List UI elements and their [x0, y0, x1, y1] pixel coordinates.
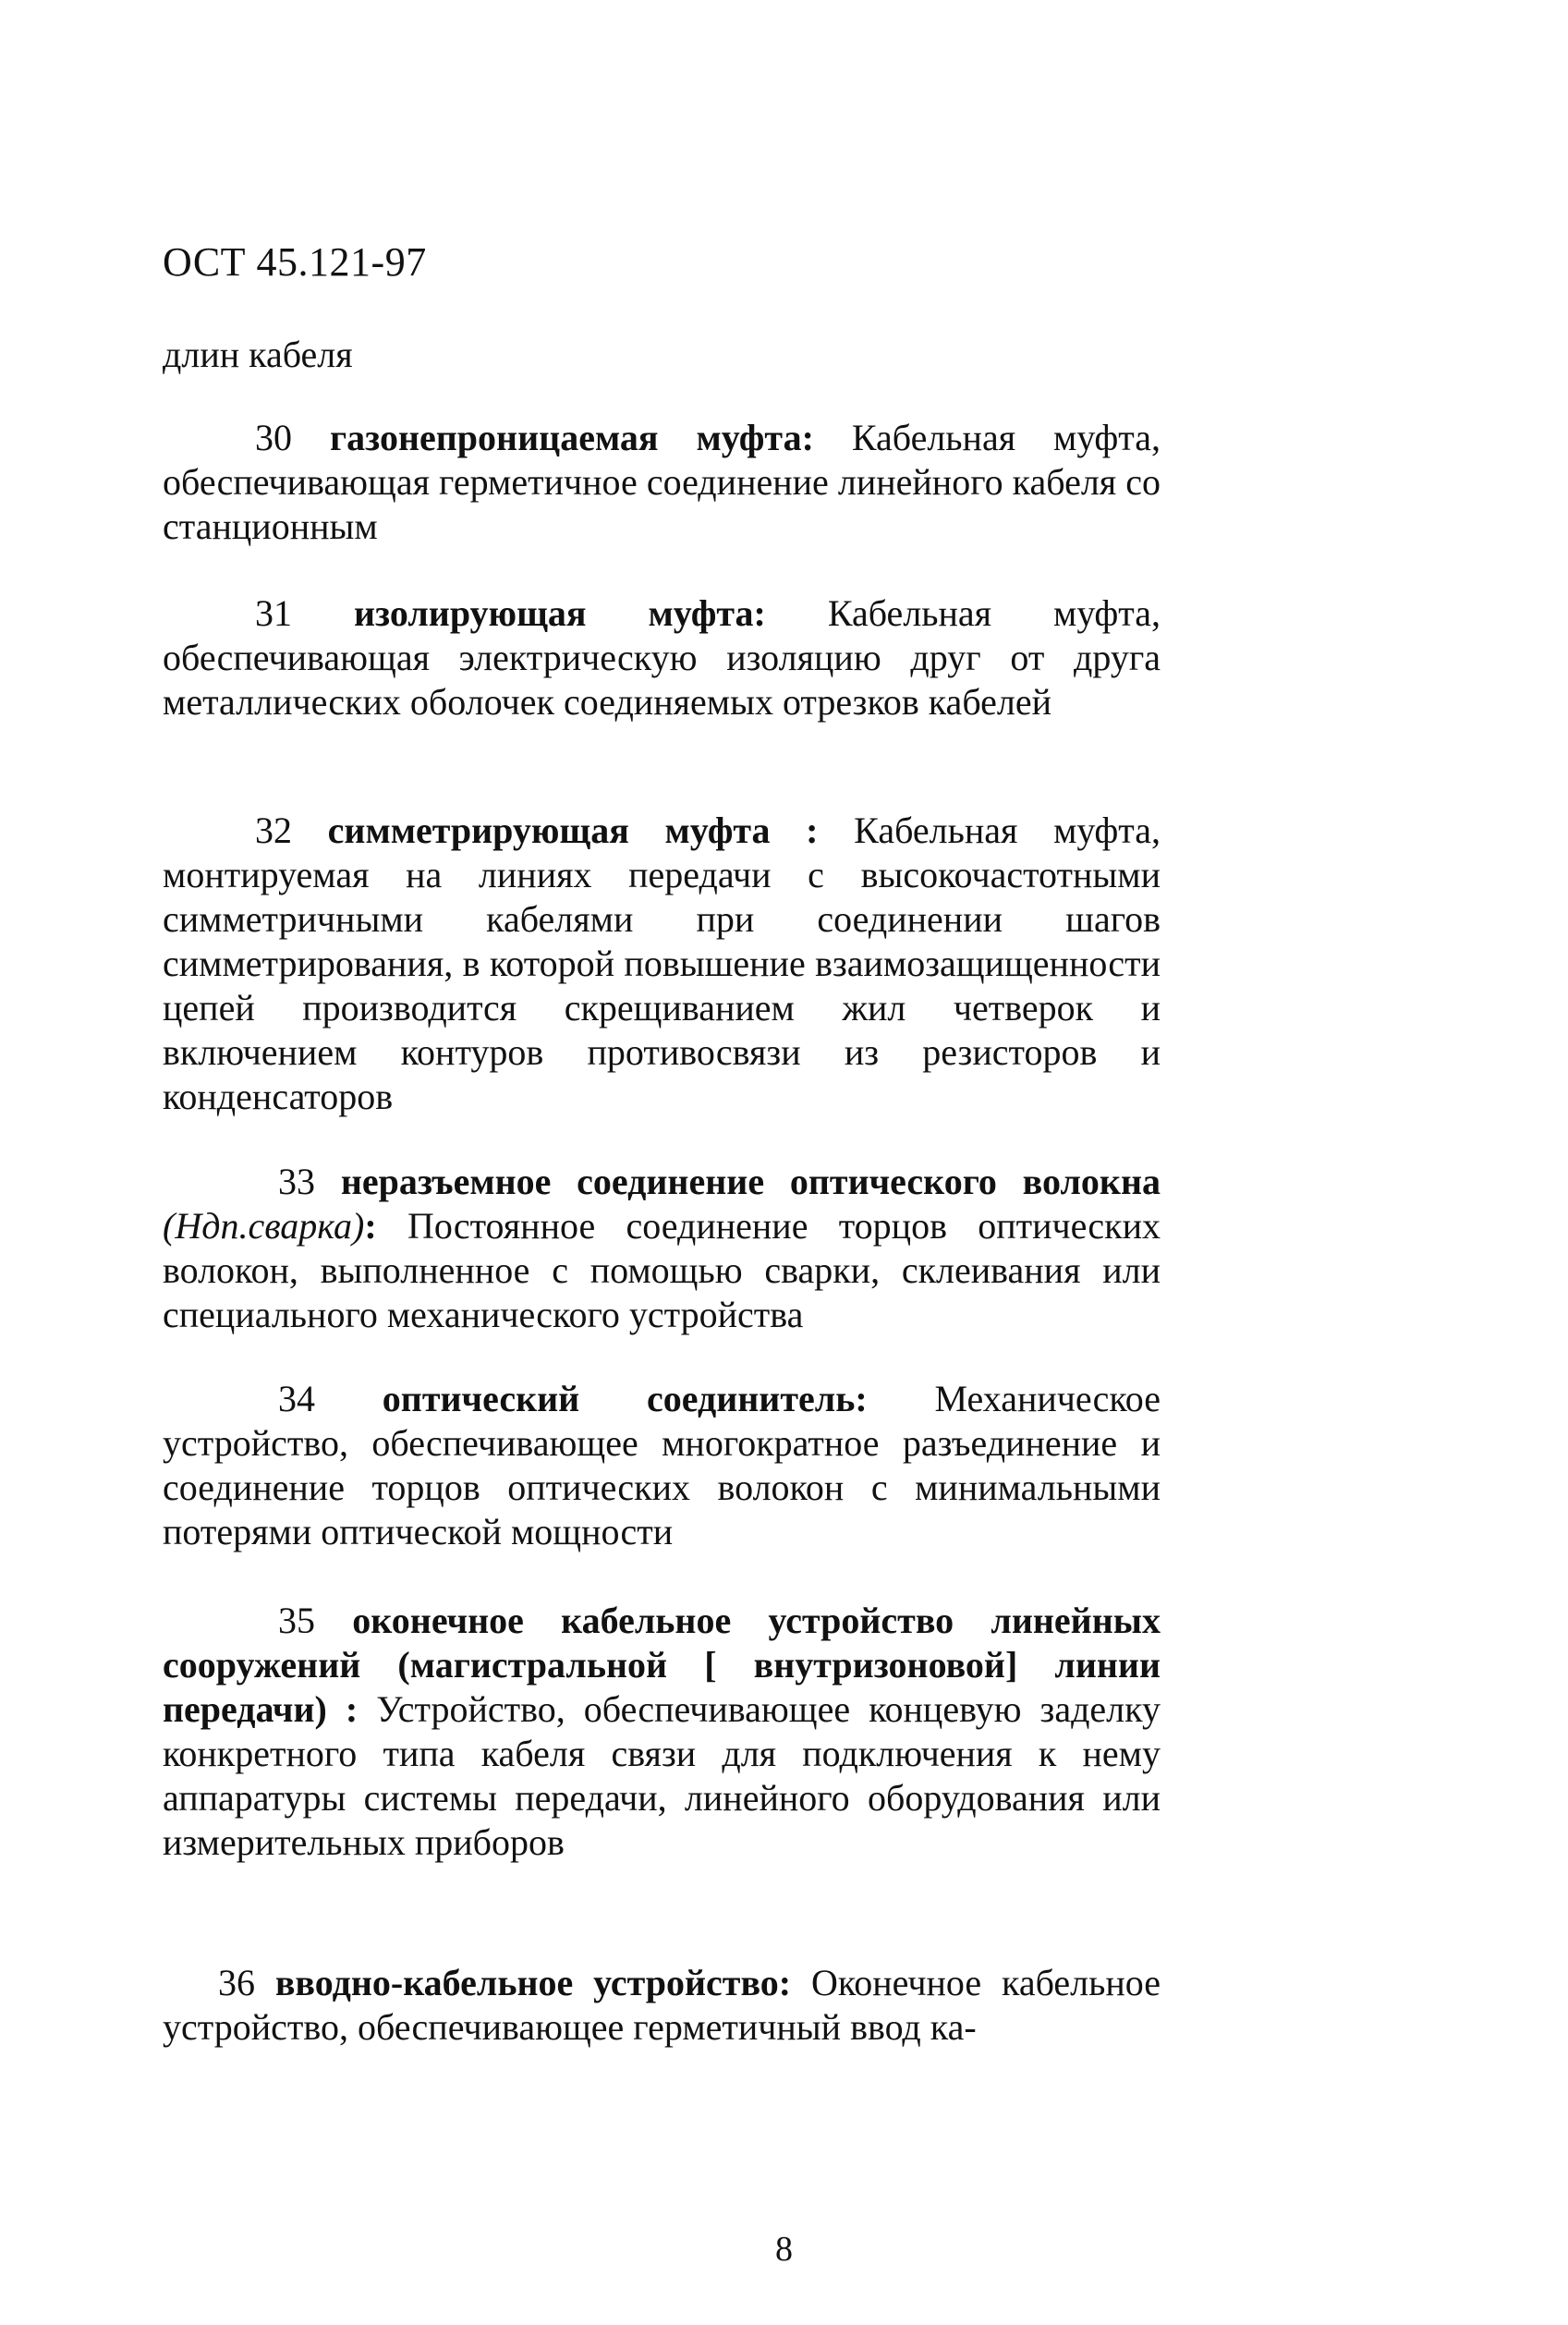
entry-number: 34 [278, 1378, 315, 1419]
page-number: 8 [775, 2230, 793, 2269]
entry-term: газонепроницаемая муфта: [329, 417, 814, 458]
entry-definition: Кабельная муфта, обеспечивающая электрическую изоляцию друг от друга металлических оболочек соединяемых отрезков кабелей [163, 592, 1161, 723]
term-entry-35 [163, 1599, 1161, 1865]
continuation-text: длин кабеля [163, 334, 353, 375]
entry-colon: : [364, 1205, 377, 1247]
entry-definition: Устройство, обеспечивающее концевую заделку конкретного типа кабеля связи для подключения к нему аппаратуры системы передачи, линейного оборудования или измерительных приборов [163, 1688, 1161, 1863]
entry-definition: Постоянное соединение торцов оптических волокон, выполненное с помощью сварки, склеивания или специального механического устройства [163, 1205, 1161, 1335]
entry-term: оптический соединитель: [382, 1378, 868, 1419]
term-entry-34 [163, 1377, 1161, 1554]
entry-abbreviation: (Ндп.сварка) [163, 1205, 365, 1247]
entry-term: изолирующая муфта: [353, 592, 766, 634]
entry-number: 36 [218, 1962, 255, 2003]
document-code: ОСТ 45.121-97 [163, 239, 427, 285]
entry-number: 33 [278, 1161, 315, 1202]
term-entry-33 [163, 1160, 1161, 1337]
entry-number: 32 [255, 809, 292, 851]
entry-definition: Механическое устройство, обеспечивающее многократное разъединение и соединение торцов оптических волокон с минимальными потерями оптической мощности [163, 1378, 1161, 1552]
entry-number: 31 [255, 592, 292, 634]
entry-definition: Оконечное кабельное устройство, обеспечивающее герметичный ввод ка- [163, 1962, 1161, 2048]
entry-number: 30 [255, 417, 292, 458]
entry-number: 35 [278, 1600, 315, 1641]
entry-term: симметрирующая муфта : [327, 809, 819, 851]
entry-definition: Кабельная муфта, монтируемая на линиях передачи с высокочастотными симметричными кабелями при соединении шагов симметрирования, в которой повышение взаимозащищенности цепей производится скрещиванием жил четверок и включением контуров противосвязи из резисторов и конденсаторов [163, 809, 1161, 1117]
term-entry-30 [163, 416, 1161, 549]
entry-definition: Кабельная муфта, обеспечивающая герметичное соединение линейного кабеля со станционным [163, 417, 1161, 547]
term-entry-31 [163, 591, 1161, 724]
entry-term: вводно-кабельное устройство: [274, 1962, 792, 2003]
entry-term: оконечное кабельное устройство линейных сооружений (магистральной [ внутризоновой] линии передачи) : [163, 1600, 1161, 1730]
term-entry-32 [163, 809, 1161, 1119]
term-entry-36 [163, 1961, 1161, 2050]
entry-term: неразъемное соединение оптического волокна [340, 1161, 1161, 1202]
